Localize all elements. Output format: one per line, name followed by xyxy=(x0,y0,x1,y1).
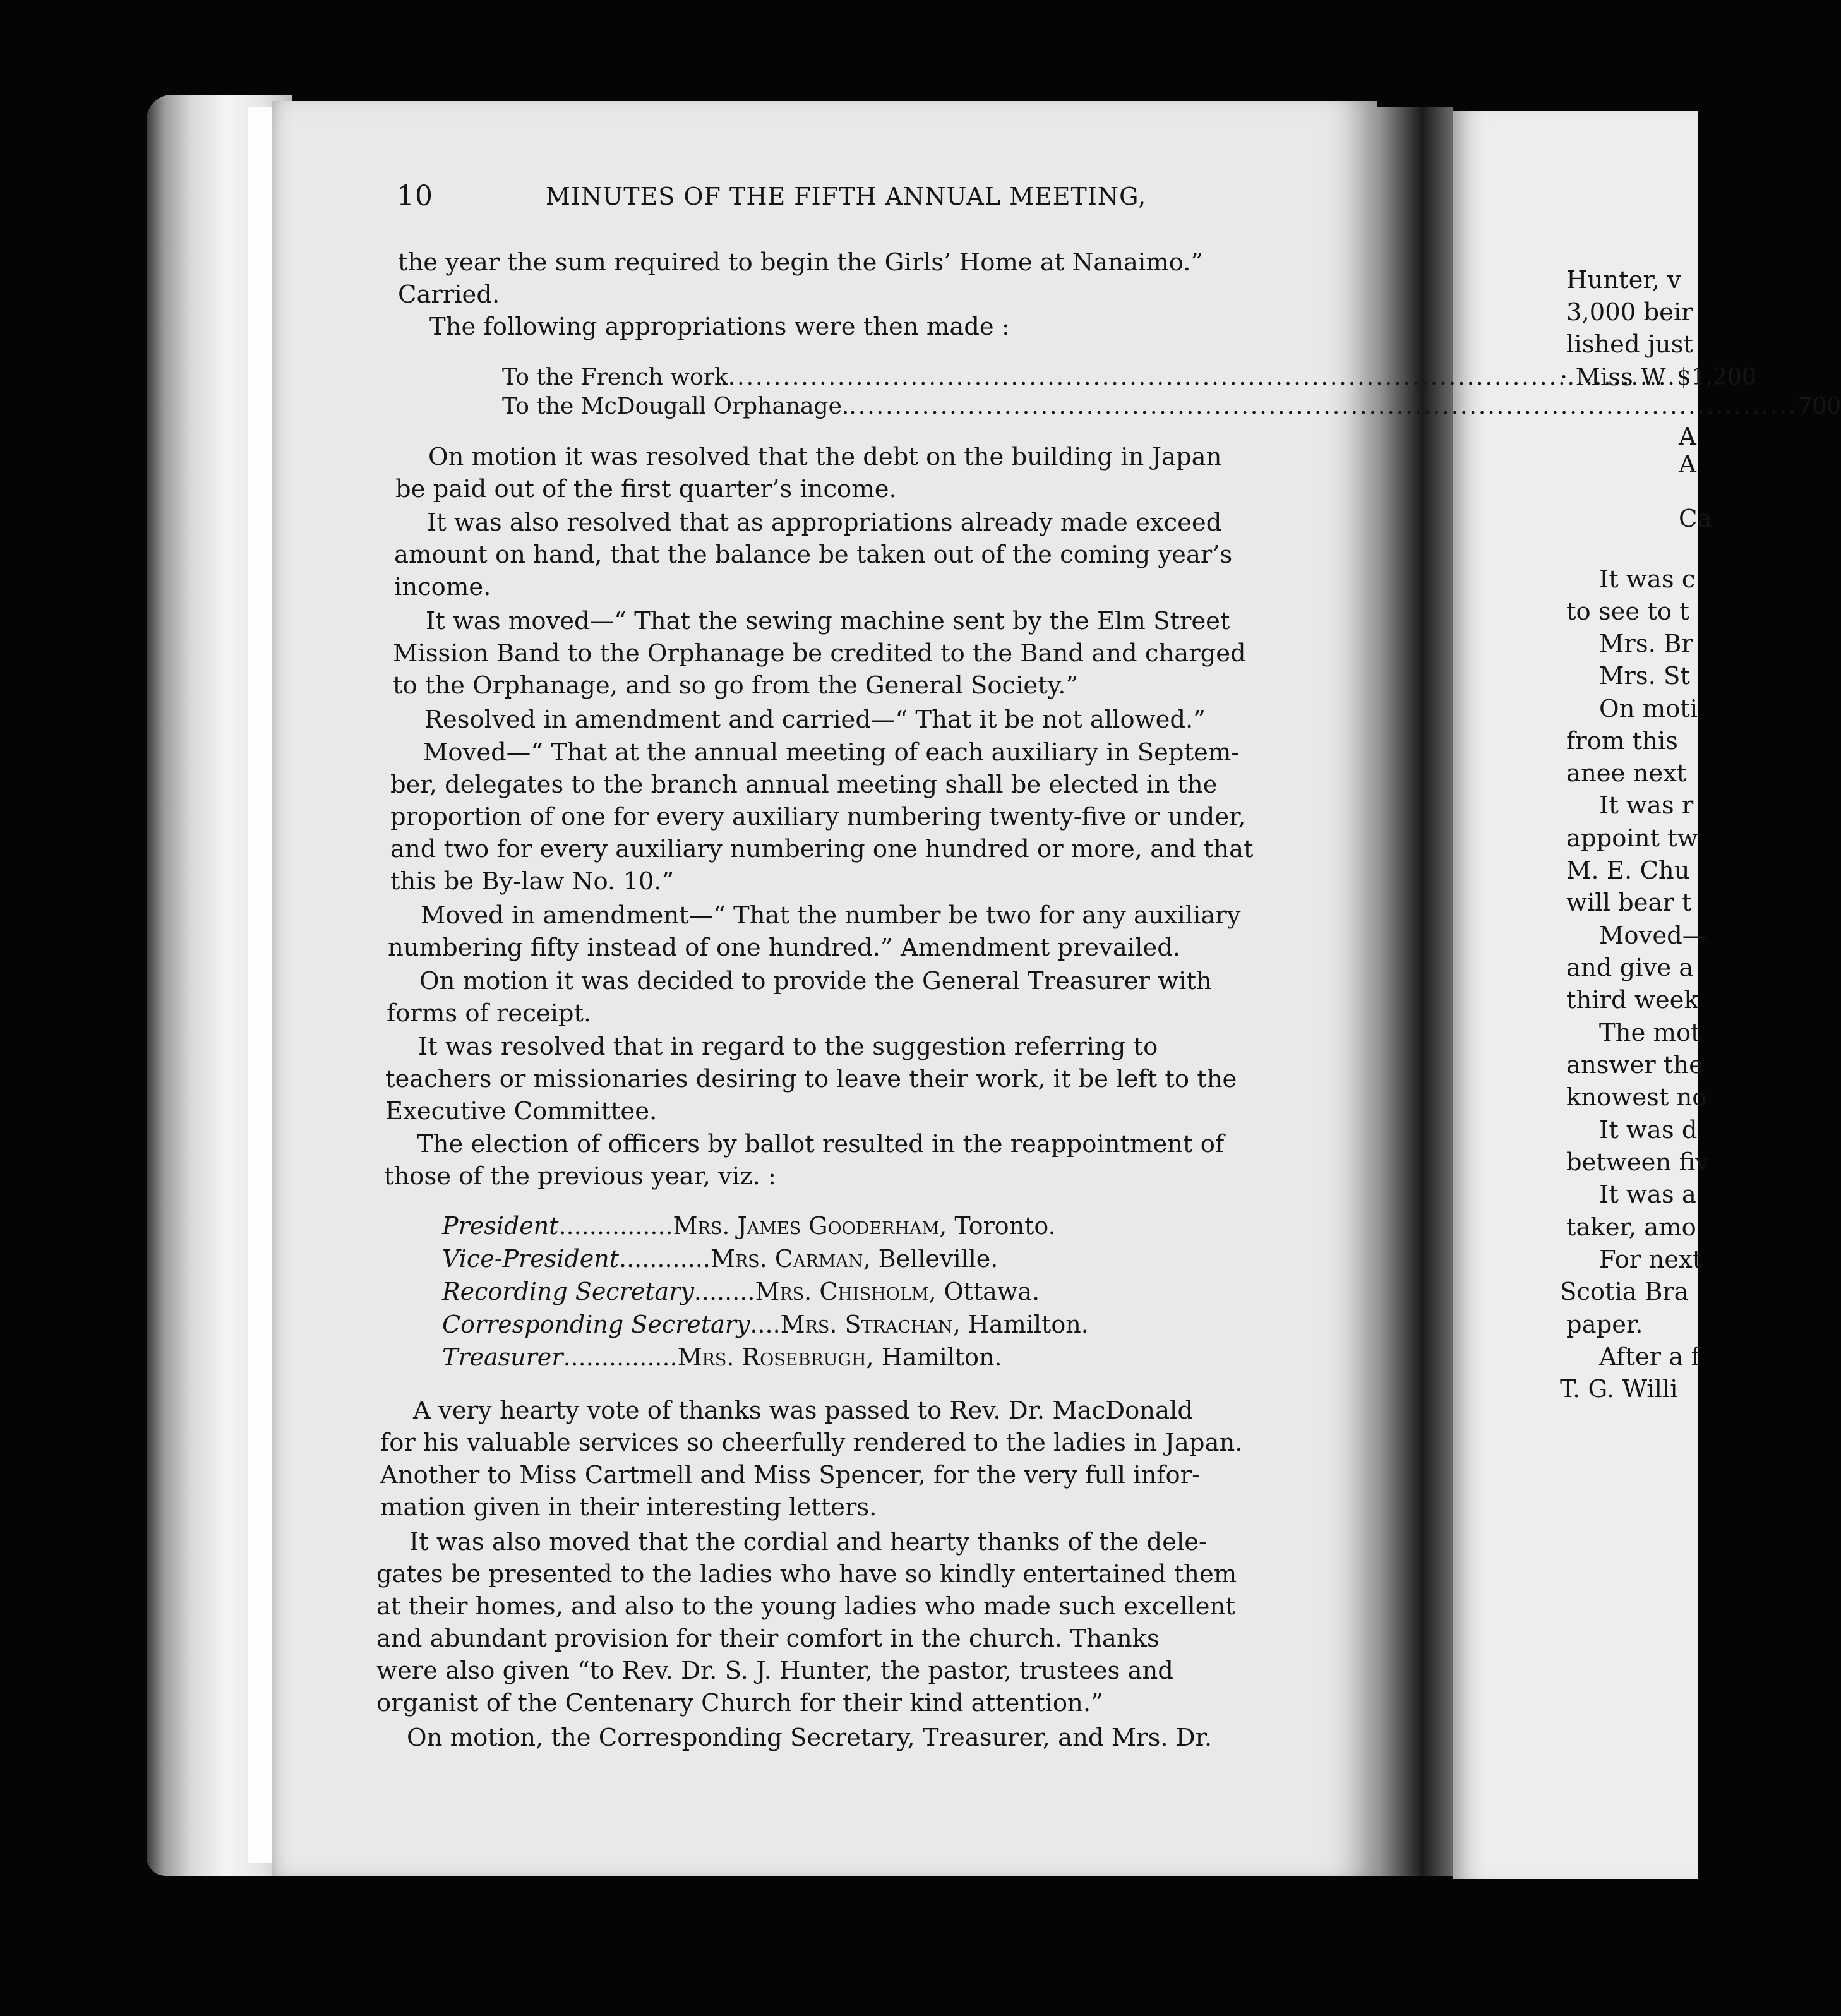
officer-role: Vice-President xyxy=(442,1245,619,1273)
appropriation-row xyxy=(502,392,1841,421)
right-page-line: third week xyxy=(1566,986,1699,1014)
text-line: proportion of one for every auxiliary numbering twenty-five or under, xyxy=(390,803,1246,831)
officer-place: , Belleville. xyxy=(863,1245,998,1273)
officer-role: Recording Secretary xyxy=(442,1278,694,1305)
officer-place: , Toronto. xyxy=(939,1212,1056,1240)
right-page-line: taker, amo xyxy=(1566,1213,1696,1242)
text-line: On motion it was resolved that the debt on the building in Japan xyxy=(428,443,1222,471)
text-line: ber, delegates to the branch annual meeting shall be elected in the xyxy=(390,771,1218,799)
paragraph xyxy=(392,704,1272,736)
text-line: The election of officers by ballot resulted in the reappointment of xyxy=(417,1130,1225,1158)
text-line: Resolved in amendment and carried—“ That it be not allowed.” xyxy=(424,705,1206,734)
officer-place: , Ottawa. xyxy=(928,1278,1040,1305)
text-line: mation given in their interesting letters. xyxy=(380,1493,877,1521)
text-line: and abundant provision for their comfort in the church. Thanks xyxy=(376,1624,1160,1653)
right-page-line: M. E. Chu xyxy=(1566,856,1690,885)
paragraph xyxy=(398,246,1263,311)
officer-row xyxy=(442,1341,1269,1374)
right-page-line: knowest no xyxy=(1566,1083,1707,1112)
right-page-line: A xyxy=(1679,423,1696,451)
officer-role: Treasurer xyxy=(442,1343,563,1371)
paragraph xyxy=(384,1128,1272,1192)
paragraph xyxy=(390,736,1272,897)
text-line: Carried. xyxy=(398,280,500,309)
text-line: On motion it was decided to provide the General Treasurer with xyxy=(419,967,1212,995)
text-line: The following appropriations were then made : xyxy=(429,313,1010,341)
right-page-line: The mot xyxy=(1599,1019,1701,1047)
right-page-line: A xyxy=(1679,450,1696,479)
paragraph xyxy=(388,899,1272,964)
officer-name: Mrs. Chisholm xyxy=(755,1278,929,1305)
right-page-line: and give a xyxy=(1566,954,1694,982)
running-title: MINUTES OF THE FIFTH ANNUAL MEETING, xyxy=(546,183,1147,210)
page-number: 10 xyxy=(397,180,433,212)
leader-dots xyxy=(849,392,1797,421)
right-page-line: Mrs. Br xyxy=(1599,630,1693,658)
right-page-line: Hunter, v xyxy=(1566,266,1681,294)
right-page-line: will bear t xyxy=(1566,889,1692,917)
right-page-line: After a f xyxy=(1599,1343,1700,1371)
officer-place: , Hamilton. xyxy=(952,1311,1089,1338)
right-page-line: to see to t xyxy=(1566,597,1689,626)
appropriation-amount: $1,200 xyxy=(1676,364,1756,390)
officer-row xyxy=(442,1308,1269,1341)
text-line: for his valuable services so cheerfully rendered to the ladies in Japan. xyxy=(380,1429,1243,1457)
officer-row xyxy=(442,1242,1269,1275)
text-line: to the Orphanage, and so go from the General Society.” xyxy=(393,671,1079,700)
paragraph xyxy=(395,441,1270,505)
leader-dots: ........ xyxy=(693,1278,755,1305)
appropriation-amount: 700 xyxy=(1797,393,1841,419)
paragraph xyxy=(393,605,1272,702)
page-edge-highlight xyxy=(248,107,272,1863)
text-line: those of the previous year, viz. : xyxy=(384,1162,776,1191)
right-page-line: Mrs. St xyxy=(1599,662,1690,690)
right-page-line: It was a xyxy=(1599,1180,1696,1209)
right-page-line: It was d xyxy=(1599,1116,1698,1144)
paragraph xyxy=(387,965,1272,1029)
leader-dots: ............... xyxy=(558,1212,673,1240)
officer-name: Mrs. Carman xyxy=(710,1245,863,1273)
text-line: the year the sum required to begin the Girls’ Home at Nanaimo.” xyxy=(398,248,1204,277)
right-page-line: lished just xyxy=(1566,330,1693,359)
text-line: Executive Committee. xyxy=(385,1097,657,1125)
officer-row xyxy=(442,1275,1269,1308)
right-page-line: It was c xyxy=(1599,565,1696,594)
paragraph xyxy=(374,1722,1272,1754)
paragraph xyxy=(380,1395,1272,1523)
right-page-line: anee next xyxy=(1566,759,1687,788)
officer-place: , Hamilton. xyxy=(866,1343,1002,1371)
text-line: It was also moved that the cordial and hearty thanks of the dele- xyxy=(409,1528,1208,1556)
text-line: this be By-law No. 10.” xyxy=(390,867,675,896)
right-page-line: Ca xyxy=(1679,505,1712,533)
text-line: teachers or missionaries desiring to leave their work, it be left to the xyxy=(385,1065,1237,1093)
right-page-line: It was r xyxy=(1599,791,1694,820)
appropriation-label: To the McDougall Orphanage. xyxy=(502,393,849,419)
paragraph xyxy=(385,1031,1272,1127)
paragraph xyxy=(394,507,1272,603)
text-line: income. xyxy=(394,573,491,601)
right-page-line: Moved— xyxy=(1599,921,1707,950)
text-line: were also given “to Rev. Dr. S. J. Hunter, the pastor, trustees and xyxy=(376,1657,1173,1685)
text-line: Moved—“ That at the annual meeting of each auxiliary in Septem- xyxy=(423,738,1240,767)
text-line: A very hearty vote of thanks was passed to Rev. Dr. MacDonald xyxy=(413,1396,1194,1425)
appropriation-label: To the French work xyxy=(502,364,728,390)
right-page-line: from this xyxy=(1566,727,1678,755)
text-line: numbering fifty instead of one hundred.” Amendment prevailed. xyxy=(388,933,1181,962)
text-line: It was moved—“ That the sewing machine sent by the Elm Street xyxy=(426,607,1230,635)
text-line: organist of the Centenary Church for their kind attention.” xyxy=(376,1689,1103,1717)
right-page-line: 3,000 beir xyxy=(1566,298,1693,327)
leader-dots: .... xyxy=(750,1311,781,1338)
leader-dots: ............ xyxy=(618,1245,711,1273)
text-line: gates be presented to the ladies who have so kindly entertained them xyxy=(376,1560,1237,1588)
officer-role: President xyxy=(442,1212,559,1240)
leader-dots xyxy=(728,363,1677,392)
text-line: Mission Band to the Orphanage be credited to the Band and charged xyxy=(393,639,1246,668)
paragraph xyxy=(429,311,1263,343)
right-page-line: On moti xyxy=(1599,695,1698,723)
officer-name: Mrs. Strachan xyxy=(780,1311,953,1338)
officer-role: Corresponding Secretary xyxy=(442,1311,750,1338)
right-page-line: T. G. Willi xyxy=(1560,1375,1678,1403)
right-page-line: Scotia Bra xyxy=(1560,1278,1689,1306)
right-page-line: paper. xyxy=(1566,1311,1643,1339)
officer-name: Mrs. James Gooderham xyxy=(673,1212,940,1240)
text-line: It was also resolved that as appropriations already made exceed xyxy=(427,508,1222,537)
right-page-line: appoint tw xyxy=(1566,824,1698,853)
text-line: forms of receipt. xyxy=(387,999,592,1028)
text-line: be paid out of the first quarter’s income. xyxy=(395,475,897,503)
officers-list xyxy=(442,1209,1269,1374)
right-page-line: For next xyxy=(1599,1245,1703,1274)
officer-name: Mrs. Rosebrugh xyxy=(677,1343,867,1371)
text-line: On motion, the Corresponding Secretary, Treasurer, and Mrs. Dr. xyxy=(407,1724,1213,1752)
text-line: at their homes, and also to the young ladies who made such excellent xyxy=(376,1592,1235,1621)
text-line: Another to Miss Cartmell and Miss Spencer, for the very full infor- xyxy=(380,1461,1201,1489)
text-line: Moved in amendment—“ That the number be two for any auxiliary xyxy=(421,901,1241,930)
page-header xyxy=(397,180,1256,218)
text-line: and two for every auxiliary numbering one hundred or more, and that xyxy=(390,835,1254,863)
text-line: amount on hand, that the balance be taken out of the coming year’s xyxy=(394,541,1233,569)
officer-row xyxy=(442,1209,1269,1242)
leader-dots: ............... xyxy=(563,1343,678,1371)
right-page-line: answer the xyxy=(1566,1051,1703,1079)
text-line: It was resolved that in regard to the suggestion referring to xyxy=(418,1033,1158,1061)
right-page-line: between fiv xyxy=(1566,1148,1709,1177)
paragraph xyxy=(376,1526,1272,1719)
right-page-line: · Miss W xyxy=(1560,363,1666,392)
